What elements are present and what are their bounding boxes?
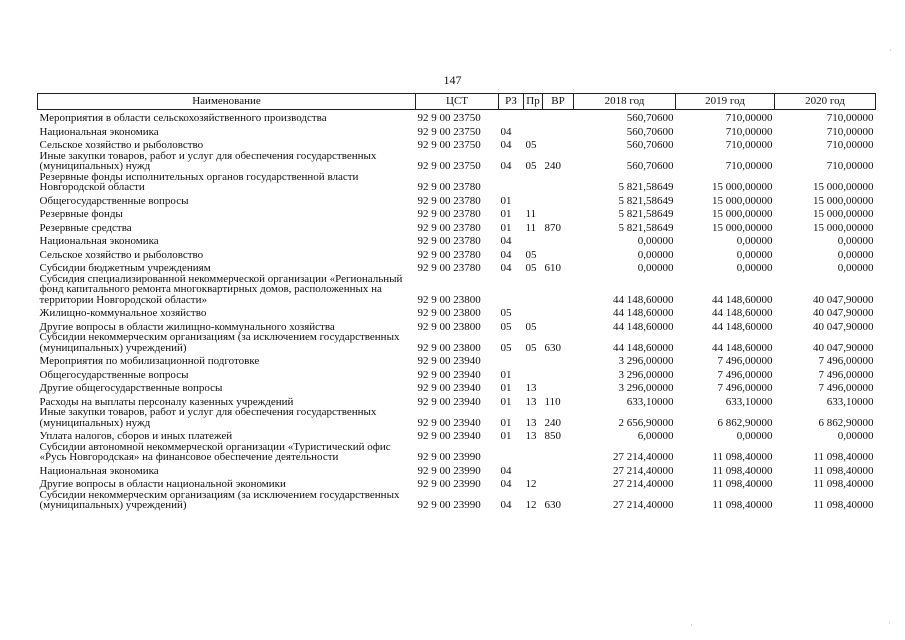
row-vr xyxy=(543,367,574,381)
row-cst: 92 9 00 23990 xyxy=(417,499,481,511)
row-vr xyxy=(543,305,574,319)
row-pr xyxy=(524,110,543,124)
row-rz xyxy=(499,353,524,367)
row-2018: 0,00000 xyxy=(637,262,674,274)
row-2020: 6 862,90000 xyxy=(818,416,874,429)
row-2019: 11 098,40000 xyxy=(712,499,773,511)
table-row xyxy=(38,151,876,172)
table-row xyxy=(38,247,876,261)
table-row xyxy=(38,193,876,207)
row-vr xyxy=(543,353,574,367)
row-rz: 04 xyxy=(500,125,512,138)
row-name: Субсидия специализированной некоммерческой организации «Региональный фонд капитального ремонта многоквартирных домов, расположенных на территории Новгородской области» xyxy=(39,272,403,306)
row-name: Расходы на выплаты персоналу казенных учреждений xyxy=(39,395,294,408)
row-vr xyxy=(543,193,574,207)
row-2019: 15 000,00000 xyxy=(712,194,773,207)
row-vr xyxy=(543,442,574,463)
row-rz: 04 xyxy=(500,160,512,172)
row-2018: 27 214,40000 xyxy=(613,478,674,490)
row-pr xyxy=(524,463,543,477)
row-pr xyxy=(524,172,543,193)
row-name: Национальная экономика xyxy=(39,235,159,247)
row-2020: 0,00000 xyxy=(837,248,874,261)
table-row xyxy=(38,124,876,138)
table-row xyxy=(38,367,876,381)
row-rz xyxy=(499,442,524,463)
row-cst: 92 9 00 23990 xyxy=(417,464,481,477)
row-cst: 92 9 00 23780 xyxy=(417,221,481,234)
table-row xyxy=(38,380,876,394)
scan-mark: · xyxy=(690,620,693,630)
row-pr: 05 xyxy=(525,139,537,151)
row-pr: 05 xyxy=(525,320,537,333)
row-cst: 92 9 00 23800 xyxy=(417,320,481,333)
row-2020: 40 047,90000 xyxy=(813,320,874,333)
header-vr: ВР xyxy=(543,94,574,110)
header-name: Наименование xyxy=(38,94,416,110)
row-2018: 560,70600 xyxy=(626,139,674,151)
row-name: Резервные фонды xyxy=(39,208,123,220)
row-vr xyxy=(543,172,574,193)
row-vr: 240 xyxy=(544,160,561,172)
row-rz: 01 xyxy=(500,382,512,394)
row-2020: 15 000,00000 xyxy=(813,208,874,220)
row-2018: 3 296,00000 xyxy=(618,382,674,394)
row-vr: 110 xyxy=(544,395,561,408)
row-2018: 3 296,00000 xyxy=(618,355,674,367)
row-pr: 13 xyxy=(525,382,537,394)
row-vr xyxy=(543,206,574,220)
row-name: Субсидии автономной некоммерческой организации «Туристический офис «Русь Новгородская» на финансовое обеспечение деятельности xyxy=(39,440,391,463)
row-name: Субсидии некоммерческим организациям (за исключением государственных (муниципальных) учреждений) xyxy=(39,331,400,354)
row-2020: 40 047,90000 xyxy=(813,341,874,354)
row-2018: 2 656,90000 xyxy=(618,416,674,429)
row-2018: 5 821,58649 xyxy=(618,194,674,207)
row-pr: 12 xyxy=(525,499,537,511)
row-pr xyxy=(524,353,543,367)
row-pr xyxy=(524,367,543,381)
row-vr: 630 xyxy=(544,341,561,354)
row-name: Сельское хозяйство и рыболовство xyxy=(39,248,204,261)
row-2020: 7 496,00000 xyxy=(818,368,874,381)
row-cst: 92 9 00 23800 xyxy=(417,293,481,306)
row-2020: 7 496,00000 xyxy=(818,382,874,394)
table-row xyxy=(38,490,876,511)
row-rz: 04 xyxy=(500,499,512,511)
row-vr xyxy=(543,110,574,124)
row-name: Мероприятия по мобилизационной подготовке xyxy=(39,355,260,367)
row-2018: 6,00000 xyxy=(637,430,674,442)
row-pr xyxy=(524,274,543,306)
row-vr: 870 xyxy=(544,221,561,234)
row-2019: 7 496,00000 xyxy=(717,355,773,367)
row-2018: 560,70600 xyxy=(626,125,674,138)
page-number: 147 xyxy=(443,73,462,87)
row-vr: 850 xyxy=(544,430,561,442)
row-vr xyxy=(543,233,574,247)
header-2020: 2020 год xyxy=(775,94,876,110)
row-2019: 15 000,00000 xyxy=(712,221,773,234)
table-row xyxy=(38,260,876,274)
row-cst: 92 9 00 23780 xyxy=(417,208,481,220)
row-2020: 15 000,00000 xyxy=(813,181,874,193)
header-2018: 2018 год xyxy=(574,94,676,110)
row-vr xyxy=(543,380,574,394)
row-2018: 27 214,40000 xyxy=(613,499,674,511)
row-pr xyxy=(524,442,543,463)
row-vr: 610 xyxy=(544,262,561,274)
row-name: Иные закупки товаров, работ и услуг для обеспечения государственных (муниципальных) нужд xyxy=(39,149,377,172)
row-2019: 710,00000 xyxy=(725,139,773,151)
row-rz: 04 xyxy=(500,235,512,247)
budget-table xyxy=(37,93,876,511)
row-cst: 92 9 00 23940 xyxy=(417,416,481,429)
row-cst: 92 9 00 23750 xyxy=(417,139,481,151)
row-cst: 92 9 00 23750 xyxy=(417,160,481,172)
row-pr xyxy=(524,305,543,319)
row-2019: 44 148,60000 xyxy=(712,320,773,333)
row-2019: 44 148,60000 xyxy=(712,341,773,354)
row-2018: 560,70600 xyxy=(626,112,674,124)
row-2019: 44 148,60000 xyxy=(712,293,773,306)
table-row xyxy=(38,110,876,124)
row-2019: 15 000,00000 xyxy=(712,181,773,193)
row-pr: 12 xyxy=(525,478,537,490)
row-2020: 11 098,40000 xyxy=(813,464,874,477)
row-rz xyxy=(499,274,524,306)
row-2020: 11 098,40000 xyxy=(813,478,874,490)
row-name: Национальная экономика xyxy=(39,125,159,138)
row-name: Национальная экономика xyxy=(39,464,159,477)
table-row xyxy=(38,220,876,234)
row-2018: 44 148,60000 xyxy=(613,293,674,306)
row-2020: 633,10000 xyxy=(826,395,874,408)
row-pr: 11 xyxy=(525,221,537,234)
row-2019: 11 098,40000 xyxy=(712,478,773,490)
row-vr xyxy=(543,137,574,151)
row-2018: 0,00000 xyxy=(637,248,674,261)
row-vr xyxy=(543,274,574,306)
row-2019: 6 862,90000 xyxy=(717,416,773,429)
row-2018: 44 148,60000 xyxy=(613,320,674,333)
row-2019: 7 496,00000 xyxy=(717,368,773,381)
table-row xyxy=(38,394,876,408)
row-2020: 710,00000 xyxy=(826,112,874,124)
row-name: Мероприятия в области сельскохозяйственного производства xyxy=(39,112,327,124)
header-pr: Пр xyxy=(524,94,543,110)
row-cst: 92 9 00 23800 xyxy=(417,307,481,319)
row-rz: 01 xyxy=(500,194,512,207)
row-cst: 92 9 00 23780 xyxy=(417,181,481,193)
row-rz xyxy=(499,172,524,193)
row-rz: 01 xyxy=(500,208,512,220)
table-row xyxy=(38,442,876,463)
table-row xyxy=(38,463,876,477)
row-2019: 0,00000 xyxy=(736,262,773,274)
row-name: Уплата налогов, сборов и иных платежей xyxy=(39,430,233,442)
row-2020: 0,00000 xyxy=(837,430,874,442)
row-name: Другие вопросы в области национальной экономики xyxy=(39,478,286,490)
row-name: Общегосударственные вопросы xyxy=(39,194,189,207)
row-rz: 04 xyxy=(500,248,512,261)
row-pr: 05 xyxy=(525,248,537,261)
header-rz: РЗ xyxy=(499,94,524,110)
row-2020: 40 047,90000 xyxy=(813,293,874,306)
scan-mark: · xyxy=(889,45,892,55)
row-rz: 04 xyxy=(500,478,512,490)
row-cst: 92 9 00 23750 xyxy=(417,125,481,138)
row-rz: 04 xyxy=(500,464,512,477)
row-rz: 01 xyxy=(500,416,512,429)
row-cst: 92 9 00 23940 xyxy=(417,395,481,408)
row-2020: 710,00000 xyxy=(826,139,874,151)
row-cst: 92 9 00 23780 xyxy=(417,248,481,261)
row-name: Иные закупки товаров, работ и услуг для обеспечения государственных (муниципальных) нужд xyxy=(39,406,377,429)
table-row xyxy=(38,428,876,442)
row-name: Субсидии некоммерческим организациям (за исключением государственных (муниципальных) учреждений) xyxy=(39,488,400,511)
row-2019: 0,00000 xyxy=(736,430,773,442)
row-name: Общегосударственные вопросы xyxy=(39,368,189,381)
row-pr: 05 xyxy=(525,262,537,274)
row-2020: 710,00000 xyxy=(826,125,874,138)
row-2019: 15 000,00000 xyxy=(712,208,773,220)
row-rz: 05 xyxy=(500,307,512,319)
row-rz: 05 xyxy=(500,320,512,333)
table-row xyxy=(38,332,876,353)
row-vr xyxy=(543,124,574,138)
row-2020: 0,00000 xyxy=(837,235,874,247)
row-name: Сельское хозяйство и рыболовство xyxy=(39,139,204,151)
row-pr: 13 xyxy=(525,430,537,442)
row-2019: 710,00000 xyxy=(725,112,773,124)
row-rz: 01 xyxy=(500,368,512,381)
row-2020: 15 000,00000 xyxy=(813,194,874,207)
row-2018: 44 148,60000 xyxy=(613,341,674,354)
row-name: Другие общегосударственные вопросы xyxy=(39,382,223,394)
row-rz: 01 xyxy=(500,430,512,442)
row-pr: 13 xyxy=(525,416,537,429)
row-rz xyxy=(499,110,524,124)
row-name: Жилищно-коммунальное хозяйство xyxy=(39,307,207,319)
row-2018: 0,00000 xyxy=(637,235,674,247)
row-rz: 04 xyxy=(500,139,512,151)
row-cst: 92 9 00 23800 xyxy=(417,341,481,354)
row-rz: 01 xyxy=(500,221,512,234)
row-2019: 11 098,40000 xyxy=(712,464,773,477)
row-cst: 92 9 00 23750 xyxy=(417,112,481,124)
row-2019: 633,10000 xyxy=(725,395,773,408)
row-rz: 05 xyxy=(500,341,512,354)
row-2019: 44 148,60000 xyxy=(712,307,773,319)
row-2018: 44 148,60000 xyxy=(613,307,674,319)
table-row xyxy=(38,206,876,220)
row-2018: 5 821,58649 xyxy=(618,181,674,193)
row-2019: 0,00000 xyxy=(736,235,773,247)
row-vr: 630 xyxy=(544,499,561,511)
table-row xyxy=(38,305,876,319)
row-cst: 92 9 00 23780 xyxy=(417,235,481,247)
row-vr: 240 xyxy=(544,416,561,429)
table-row xyxy=(38,172,876,193)
row-vr xyxy=(543,476,574,490)
row-pr: 13 xyxy=(525,395,537,408)
row-cst: 92 9 00 23780 xyxy=(417,262,481,274)
row-2018: 633,10000 xyxy=(626,395,674,408)
row-vr xyxy=(543,463,574,477)
row-2020: 15 000,00000 xyxy=(813,221,874,234)
row-name: Резервные фонды исполнительных органов государственной власти Новгородской области xyxy=(39,170,359,193)
row-2020: 11 098,40000 xyxy=(813,451,874,463)
row-2018: 27 214,40000 xyxy=(613,451,674,463)
header-2019: 2019 год xyxy=(676,94,775,110)
table-header-row xyxy=(38,94,876,110)
row-vr xyxy=(543,247,574,261)
row-2018: 5 821,58649 xyxy=(618,208,674,220)
table-row xyxy=(38,353,876,367)
table-row xyxy=(38,319,876,333)
table-row xyxy=(38,137,876,151)
row-name: Субсидии бюджетным учреждениям xyxy=(39,262,211,274)
table-row xyxy=(38,407,876,428)
row-pr xyxy=(524,233,543,247)
row-2019: 0,00000 xyxy=(736,248,773,261)
row-2020: 710,00000 xyxy=(826,160,874,172)
row-rz: 04 xyxy=(500,262,512,274)
row-name: Другие вопросы в области жилищно-коммунального хозяйства xyxy=(39,320,335,333)
row-rz: 01 xyxy=(500,395,512,408)
table-row xyxy=(38,476,876,490)
row-2018: 5 821,58649 xyxy=(618,221,674,234)
row-name: Резервные средства xyxy=(39,221,132,234)
row-cst: 92 9 00 23940 xyxy=(417,430,481,442)
row-2019: 11 098,40000 xyxy=(712,451,773,463)
row-pr: 11 xyxy=(525,208,537,220)
row-2020: 0,00000 xyxy=(837,262,874,274)
row-pr: 05 xyxy=(525,341,537,354)
row-2019: 7 496,00000 xyxy=(717,382,773,394)
row-cst: 92 9 00 23990 xyxy=(417,451,481,463)
table-row xyxy=(38,233,876,247)
row-pr xyxy=(524,193,543,207)
row-cst: 92 9 00 23780 xyxy=(417,194,481,207)
row-pr: 05 xyxy=(525,160,537,172)
table-body xyxy=(38,110,876,511)
row-cst: 92 9 00 23940 xyxy=(417,382,481,394)
row-cst: 92 9 00 23940 xyxy=(417,355,481,367)
row-cst: 92 9 00 23940 xyxy=(417,368,481,381)
row-2018: 3 296,00000 xyxy=(618,368,674,381)
row-2020: 7 496,00000 xyxy=(818,355,874,367)
scan-mark: · xyxy=(888,618,891,628)
table-row xyxy=(38,274,876,306)
row-2018: 27 214,40000 xyxy=(613,464,674,477)
row-2019: 710,00000 xyxy=(725,160,773,172)
row-2018: 560,70600 xyxy=(626,160,674,172)
row-vr xyxy=(543,319,574,333)
row-2020: 11 098,40000 xyxy=(813,499,874,511)
row-2020: 40 047,90000 xyxy=(813,307,874,319)
row-cst: 92 9 00 23990 xyxy=(417,478,481,490)
row-2019: 710,00000 xyxy=(725,125,773,138)
row-pr xyxy=(524,124,543,138)
header-cst: ЦСТ xyxy=(416,94,499,110)
